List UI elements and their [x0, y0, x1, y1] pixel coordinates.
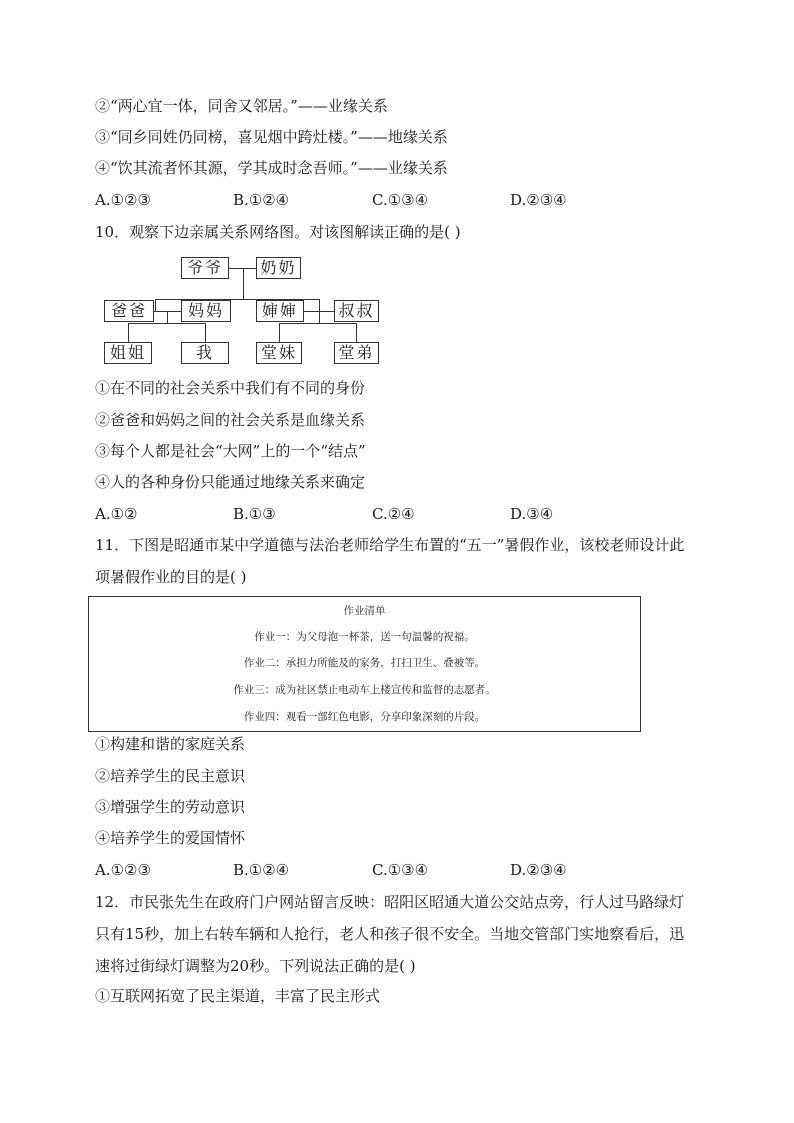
q9-item-3: ③“同乡同姓仍同榜，喜见烟中跨灶楼。”——地缘关系: [95, 128, 448, 146]
q10-options: [95, 504, 695, 524]
homework-item-1: 作业一：为父母泡一杯茶，送一句温馨的祝福。: [254, 631, 475, 643]
tree-node-mom: 妈妈: [181, 300, 231, 322]
tree-line-right-branch: [319, 299, 320, 311]
tree-line-left-branch: [155, 299, 156, 311]
q10-option-d[interactable]: D.③④: [510, 505, 554, 523]
q11-option-d[interactable]: D.②③④: [510, 861, 567, 879]
q11-item-2: ②培养学生的民主意识: [95, 767, 246, 785]
tree-line-trunk: [243, 268, 244, 299]
q12-stem: 12．市民张先生在政府门户网站留言反映：昭阳区昭通大道公交站点旁，行人过马路绿灯只有15秒，加上右转车辆和人抢行，老人和孩子很不安全。当地交管部门实地察看后，迅速将过街绿灯调整为20秒。下列说法正确的是( ): [95, 893, 685, 975]
q11-option-b[interactable]: B.①②④: [233, 861, 290, 879]
q11-item-3: ③增强学生的劳动意识: [95, 798, 246, 816]
q11-item-1: ①构建和谐的家庭关系: [95, 735, 246, 753]
q10-option-b[interactable]: B.①③: [233, 505, 276, 523]
tree-line-to-me: [205, 323, 206, 342]
tree-node-grandpa: 爷爷: [181, 257, 229, 279]
q9-option-d[interactable]: D.②③④: [510, 191, 567, 209]
q9-option-a[interactable]: A.①②③: [95, 191, 151, 209]
tree-node-grandma: 奶奶: [256, 257, 301, 279]
q11-options: [95, 860, 695, 880]
q11-option-a[interactable]: A.①②③: [95, 861, 151, 879]
q9-item-4: ④“饮其流者怀其源，学其成时念吾师。”——业缘关系: [95, 159, 448, 177]
q10-item-2: ②爸爸和妈妈之间的社会关系是血缘关系: [95, 411, 366, 429]
tree-node-sister: 姐姐: [104, 342, 152, 364]
homework-item-4: 作业四：观看一部红色电影，分享印象深刻的片段。: [243, 711, 486, 723]
homework-list-box: [88, 596, 641, 732]
q9-option-c[interactable]: C.①③④: [372, 191, 429, 209]
tree-node-uncle: 叔叔: [334, 300, 379, 322]
q10-stem: 10．观察下边亲属关系网络图。对该图解读正确的是( ): [95, 223, 461, 241]
q11-item-4: ④培养学生的爱国情怀: [95, 829, 246, 847]
q10-item-3: ③每个人都是社会“大网”上的一个“结点”: [95, 442, 366, 460]
tree-node-aunt: 婶婶: [256, 300, 304, 322]
q10-item-4: ④人的各种身份只能通过地缘关系来确定: [95, 473, 366, 491]
q9-options: [95, 190, 695, 210]
homework-title: 作业清单: [343, 605, 386, 617]
tree-line-parents-down: [167, 311, 168, 323]
q12-item-1: ①互联网拓宽了民主渠道，丰富了民主形式: [95, 987, 381, 1005]
tree-line-children-right: [279, 323, 356, 324]
q11-stem: 11．下图是昭通市某中学道德与法治老师给学生布置的“五一”暑假作业，该校老师设计此项暑假作业的目的是( ): [95, 536, 685, 586]
q11-option-c[interactable]: C.①③④: [372, 861, 429, 879]
q10-item-1: ①在不同的社会关系中我们有不同的身份: [95, 379, 366, 397]
tree-node-cousin-male: 堂弟: [334, 342, 379, 364]
tree-node-cousin-female: 堂妹: [256, 342, 302, 364]
q9-option-b[interactable]: B.①②④: [233, 191, 290, 209]
tree-line-to-cousin-f: [279, 323, 280, 342]
tree-node-dad: 爸爸: [104, 300, 154, 322]
q9-item-2: ②“两心宜一体，同舍又邻居。”——业缘关系: [95, 97, 388, 115]
homework-item-2: 作业二：承担力所能及的家务，打扫卫生、叠被等。: [243, 657, 486, 669]
tree-node-me: 我: [181, 342, 229, 364]
tree-line-aunt-uncle-down: [319, 311, 320, 323]
q10-option-a[interactable]: A.①②: [95, 505, 138, 523]
q10-option-c[interactable]: C.②④: [372, 505, 415, 523]
tree-line-to-cousin-m: [356, 323, 357, 342]
tree-line-to-sister: [128, 323, 129, 342]
tree-line-children-left: [128, 323, 205, 324]
homework-item-3: 作业三：成为社区禁止电动车上楼宣传和监督的志愿者。: [233, 684, 496, 696]
